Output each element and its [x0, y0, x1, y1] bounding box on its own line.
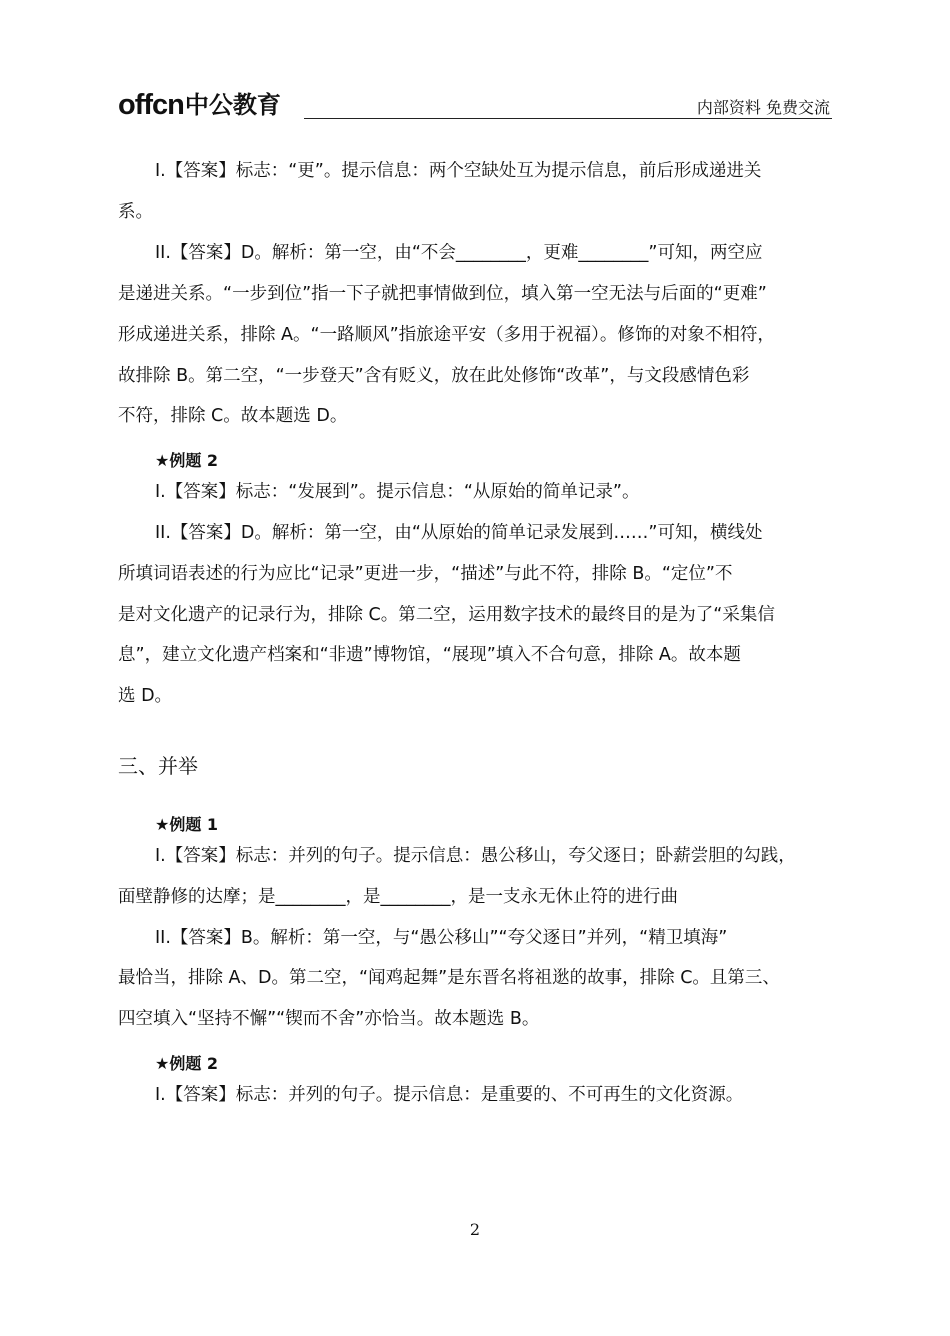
text-line: 不符，排除 C。故本题选 D。 [118, 406, 348, 426]
text-line: 故排除 B。第二空，“一步登天”含有贬义，放在此处修饰“改革”，与文段感情色彩 [118, 366, 750, 386]
section-heading: 三、并举 [118, 754, 198, 778]
example-heading: ★例题 2 [155, 1054, 219, 1073]
answer-line: I.【答案】标志：“更”。提示信息：两个空缺处互为提示信息，前后形成递进关 [155, 161, 762, 181]
text-line: 系。 [118, 202, 153, 222]
text-line: 形成递进关系，排除 A。“一路顺风”指旅途平安（多用于祝福）。修饰的对象不相符， [118, 325, 775, 345]
page-header [118, 86, 832, 120]
analysis-line: II.【答案】D。解析：第一空，由“不会________，更难________”可知，两空应 [155, 243, 763, 263]
offcn-logo [118, 86, 281, 120]
answer-line: I.【答案】标志：并列的句子。提示信息：是重要的、不可再生的文化资源。 [155, 1085, 744, 1105]
text-line: 最恰当，排除 A、D。第二空，“闻鸡起舞”是东晋名将祖逖的故事，排除 C。且第三、 [118, 968, 780, 988]
text-line: 面壁静修的达摩；是________，是________，是一支永无休止符的进行曲 [118, 887, 678, 907]
answer-line: I.【答案】标志：“发展到”。提示信息：“从原始的简单记录”。 [155, 482, 640, 502]
text-line: 四空填入“坚持不懈”“锲而不舍”亦恰当。故本题选 B。 [118, 1009, 540, 1029]
example-heading: ★例题 2 [155, 451, 219, 470]
text-line: 是对文化遗产的记录行为，排除 C。第二空，运用数字技术的最终目的是为了“采集信 [118, 605, 775, 625]
logo-chinese-text: 中公教育 [184, 91, 281, 119]
page-number: 2 [469, 1220, 481, 1239]
text-line: 所填词语表述的行为应比“记录”更进一步，“描述”与此不符，排除 B。“定位”不 [118, 564, 733, 584]
example-heading: ★例题 1 [155, 815, 219, 834]
text-line: 是递进关系。“一步到位”指一下子就把事情做到位，填入第一空无法与后面的“更难” [118, 284, 767, 304]
analysis-line: II.【答案】B。解析：第一空，与“愚公移山”“夸父逐日”并列，“精卫填海” [155, 928, 728, 948]
text-line: 选 D。 [118, 686, 173, 706]
text-line: 息”，建立文化遗产档案和“非遗”博物馆，“展现”填入不合句意，排除 A。故本题 [118, 645, 741, 665]
analysis-line: II.【答案】D。解析：第一空，由“从原始的简单记录发展到……”可知，横线处 [155, 523, 763, 543]
header-tagline: 内部资料 免费交流 [696, 98, 830, 117]
logo-latin-text: offcn [118, 89, 184, 121]
answer-line: I.【答案】标志：并列的句子。提示信息：愚公移山，夸父逐日；卧薪尝胆的勾践， [155, 846, 796, 866]
header-divider [304, 118, 832, 119]
